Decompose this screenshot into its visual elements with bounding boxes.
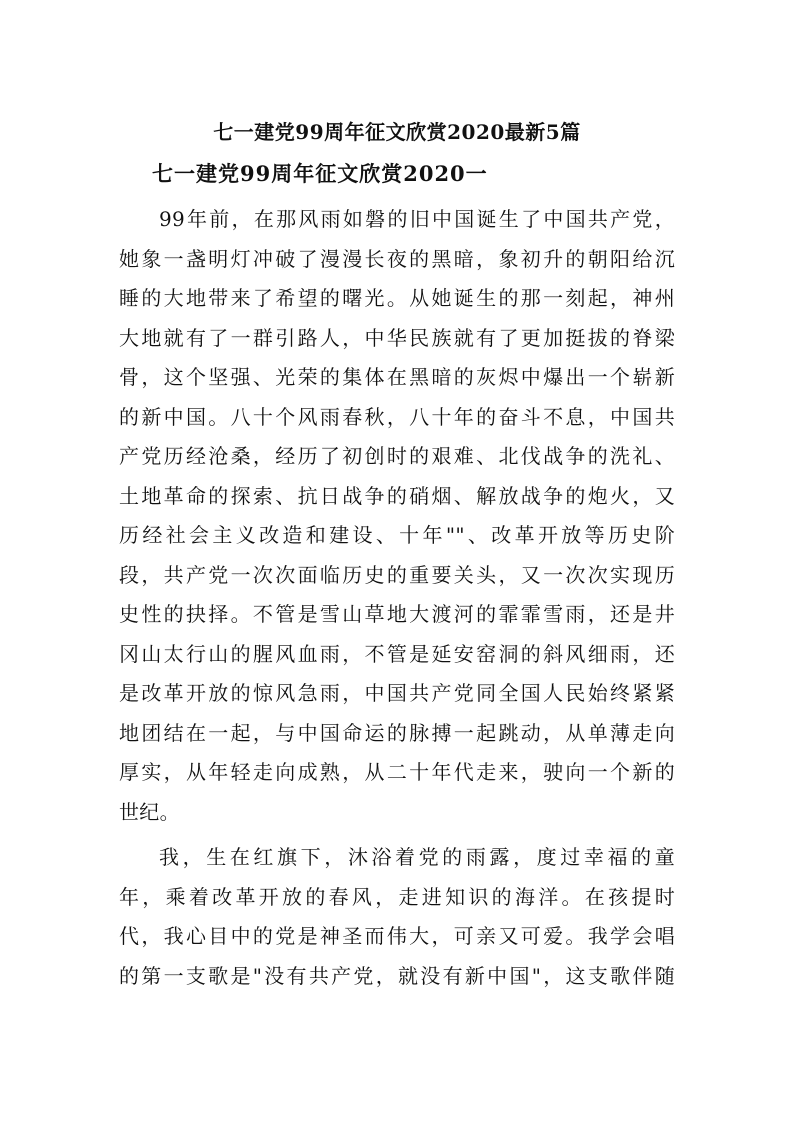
paragraph-line: 产党历经沧桑，经历了初创时的艰难、北伐战争的洗礼、: [119, 444, 675, 468]
paragraph-line: 土地革命的探索、抗日战争的硝烟、解放战争的炮火，又: [119, 483, 675, 508]
paragraph-line: 的新中国。八十个风雨春秋，八十年的奋斗不息，中国共: [119, 404, 675, 429]
paragraph-line: 冈山太行山的腥风血雨，不管是延安窑洞的斜风细雨，还: [119, 641, 675, 666]
paragraph-line: 睡的大地带来了希望的曙光。从她诞生的那一刻起，神州: [119, 286, 675, 310]
paragraph-line: 地团结在一起，与中国命运的脉搏一起跳动，从单薄走向: [119, 720, 675, 745]
paragraph-line: 她象一盏明灯冲破了漫漫长夜的黑暗，象初升的朝阳给沉: [119, 246, 675, 271]
paragraph-line: 代，我心目中的党是神圣而伟大，可亲又可爱。我学会唱: [119, 924, 675, 948]
paragraph-line: 历经社会主义改造和建设、十年""、改革开放等历史阶: [119, 523, 675, 547]
paragraph-line: 骨，这个坚强、光荣的集体在黑暗的灰烬中爆出一个崭新: [119, 365, 675, 389]
paragraph-line: 是改革开放的惊风急雨，中国共产党同全国人民始终紧紧: [119, 681, 675, 705]
paragraph-line: 史性的抉择。不管是雪山草地大渡河的霏霏雪雨，还是井: [119, 602, 675, 626]
paragraph-line: 段，共产党一次次面临历史的重要关头，又一次次实现历: [119, 562, 675, 587]
paragraph-line: 的第一支歌是"没有共产党，就没有新中国"，这支歌伴随: [119, 963, 675, 988]
paragraph-1: [119, 200, 675, 832]
paragraph-line: 年，乘着改革开放的春风，走进知识的海洋。在孩提时: [119, 884, 675, 909]
paragraph-line: 大地就有了一群引路人，中华民族就有了更加挺拔的脊梁: [119, 325, 675, 350]
document-title: 七一建党99周年征文欣赏2020最新5篇: [213, 120, 581, 144]
paragraph-line: 我，生在红旗下，沐浴着党的雨露，度过幸福的童: [159, 845, 675, 869]
paragraph-line: 世纪。: [119, 799, 180, 824]
paragraph-2: [119, 838, 675, 996]
section-heading: 七一建党99周年征文欣赏2020一: [152, 161, 488, 186]
paragraph-line: 99年前，在那风雨如磐的旧中国诞生了中国共产党，: [159, 207, 675, 231]
paragraph-line: 厚实，从年轻走向成熟，从二十年代走来，驶向一个新的: [119, 760, 675, 784]
